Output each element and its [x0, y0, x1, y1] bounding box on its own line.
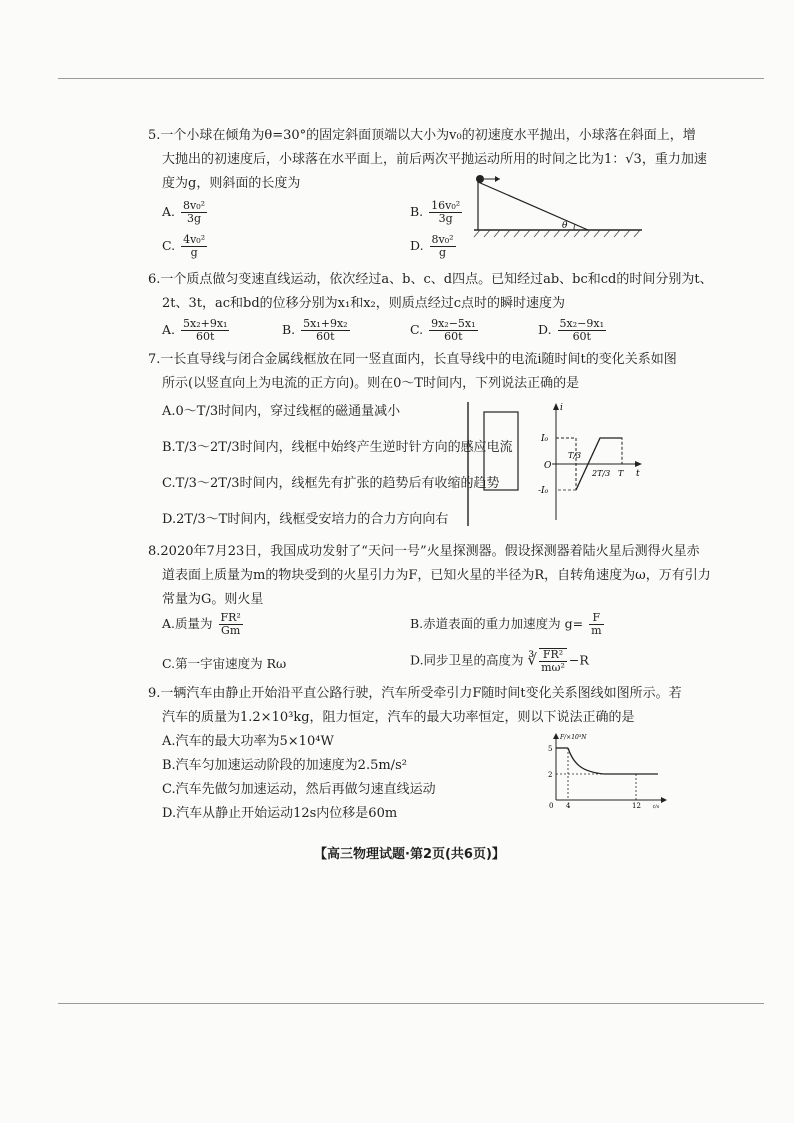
t4-label: 4	[566, 802, 571, 810]
q8-a-pre: A.质量为	[162, 616, 213, 631]
i0-label: I₀	[541, 434, 549, 444]
q5-c-num: 4v₀²	[183, 233, 206, 246]
q9-option-c[interactable]: C.汽车先做匀加速运动，然后再做匀速直线运动	[162, 782, 436, 797]
q7-line1: 7.一长直导线与闭合金属线框放在同一竖直面内，长直导线中的电流i随时间t的变化关系如图	[148, 352, 677, 367]
t-label: t	[636, 469, 640, 479]
q7-option-d[interactable]: D.2T/3～T时间内，线框受安培力的合力方向向右	[162, 512, 449, 527]
q6-line2: 2t、3t，ac和bd的位移分别为x₁和x₂，则质点经过c点时的瞬时速度为	[162, 296, 566, 311]
q8-line1: 8.2020年7月23日，我国成功发射了“天问一号”火星探测器。假设探测器着陆火星后测得火星赤	[148, 544, 700, 559]
t-axis-arrow	[635, 461, 642, 467]
q5-b-den: 3g	[438, 212, 453, 225]
theta-label: θ	[562, 221, 568, 231]
q5-d-num: 8v₀²	[431, 233, 454, 246]
angle-arc	[574, 224, 575, 230]
q6-d-label: D.	[538, 322, 552, 337]
velocity-arrowhead	[495, 176, 500, 182]
t3-label: T/3	[568, 451, 582, 460]
q9-option-d[interactable]: D.汽车从静止开始运动12s内位移是60m	[162, 806, 398, 821]
q6-option-d[interactable]	[538, 318, 608, 343]
time-axis-label: t/s	[653, 804, 660, 810]
cube-root-sign: ∛	[527, 650, 538, 669]
q8-a-den: Gm	[221, 624, 241, 637]
q7-line2: 所示(以竖直向上为电流的正方向)。则在0～T时间内，下列说法正确的是	[162, 376, 580, 391]
f2-label: 2	[548, 771, 553, 779]
q5-c-label: C.	[162, 238, 176, 253]
q5-line2: 大抛出的初速度后，小球落在水平面上，前后两次平抛运动所用的时间之比为1：√3，重力加速	[162, 152, 707, 167]
ball	[476, 175, 484, 183]
time-axis-arrow	[661, 797, 667, 803]
q7-option-b[interactable]: B.T/3～2T/3时间内，线框中始终产生逆时针方向的感应电流	[162, 440, 513, 455]
q6-option-b[interactable]	[282, 318, 352, 343]
i-axis-arrow	[553, 403, 559, 410]
origin-label: O	[544, 461, 552, 471]
bottom-rule	[58, 1003, 764, 1004]
ground-hatching	[474, 230, 640, 237]
q5-d-den: g	[439, 246, 447, 259]
q7-option-c[interactable]: C.T/3～2T/3时间内，线框先有扩张的趋势后有收缩的趋势	[162, 476, 500, 491]
force-decay-curve	[568, 748, 636, 774]
q6-b-num: 5x₁+9x₂	[303, 317, 348, 330]
q9-line2: 汽车的质量为1.2×10³kg，阻力恒定，汽车的最大功率恒定，则以下说法正确的是	[162, 710, 635, 725]
q6-d-den: 60t	[572, 330, 591, 343]
neg-i0-label: -I₀	[538, 486, 549, 496]
f-axis-label: F/×10³N	[560, 734, 587, 741]
current-figure	[460, 400, 650, 530]
q5-option-a[interactable]	[162, 200, 209, 225]
q6-b-label: B.	[282, 322, 296, 337]
q6-a-num: 5x₂+9x₁	[183, 317, 228, 330]
q8-option-a[interactable]	[162, 612, 245, 637]
T-label: T	[618, 469, 624, 478]
i-label: i	[560, 403, 563, 413]
q8-option-d[interactable]	[410, 648, 589, 674]
q7-option-a[interactable]: A.0～T/3时间内，穿过线框的磁通量减小	[162, 404, 401, 419]
q8-a-num: FR²	[220, 611, 241, 624]
incline-slope	[478, 182, 588, 230]
2t3-label: 2T/3	[592, 469, 611, 478]
q6-c-num: 9x₂−5x₁	[431, 317, 476, 330]
metal-frame	[484, 412, 518, 490]
q8-b-pre: B.赤道表面的重力加速度为 g=	[410, 616, 584, 631]
q8-d-pre: D.同步卫星的高度为	[410, 652, 524, 668]
q8-line2: 道表面上质量为m的物块受到的火星引力为F，已知火星的半径为R，自转角速度为ω，万有引力	[162, 568, 711, 583]
q9-option-b[interactable]: B.汽车匀加速运动阶段的加速度为2.5m/s²	[162, 758, 407, 773]
q8-d-num: FR²	[539, 649, 567, 662]
q6-option-a[interactable]	[162, 318, 231, 343]
q5-option-b[interactable]	[410, 200, 464, 225]
q6-d-num: 5x₂−9x₁	[559, 317, 604, 330]
q6-option-c[interactable]	[410, 318, 480, 343]
q6-c-label: C.	[410, 322, 424, 337]
page-footer: 【高三物理试题·第2页(共6页)】	[314, 847, 505, 862]
q6-line1: 6.一个质点做匀变速直线运动，依次经过a、b、c、d四点。已知经过ab、bc和cd的时间分别为t、	[148, 272, 713, 287]
q8-option-c[interactable]: C.第一宇宙速度为 Rω	[162, 656, 287, 671]
q8-line3: 常量为G。则火星	[162, 592, 264, 607]
q5-c-den: g	[190, 246, 198, 259]
q8-b-num: F	[589, 612, 603, 625]
q5-a-label: A.	[162, 204, 176, 219]
q5-option-d[interactable]	[410, 234, 458, 259]
q5-option-c[interactable]	[162, 234, 209, 259]
q5-b-num: 16v₀²	[431, 199, 461, 212]
incline-figure	[470, 170, 645, 242]
q5-d-label: D.	[410, 238, 424, 253]
q5-line1: 5.一个小球在倾角为θ=30°的固定斜面顶端以大小为v₀的初速度水平抛出，小球落在斜面上，增	[148, 128, 696, 143]
q6-b-den: 60t	[316, 330, 335, 343]
f-axis-arrow	[553, 733, 559, 739]
origin-0-label: 0	[549, 802, 554, 810]
f5-label: 5	[548, 745, 553, 753]
t12-label: 12	[632, 802, 641, 810]
q6-a-label: A.	[162, 322, 176, 337]
q5-line3: 度为g，则斜面的长度为	[162, 176, 301, 191]
q9-option-a[interactable]: A.汽车的最大功率为5×10⁴W	[162, 734, 334, 749]
top-rule	[58, 78, 764, 79]
q8-option-b[interactable]	[410, 612, 606, 637]
q8-d-den: mω²	[541, 661, 565, 674]
q8-b-den: m	[591, 624, 602, 637]
q9-line1: 9.一辆汽车由静止开始沿平直公路行驶，汽车所受牵引力F随时间t变化关系图线如图所示。若	[148, 686, 682, 701]
force-time-figure	[540, 730, 670, 810]
q6-a-den: 60t	[196, 330, 215, 343]
q6-c-den: 60t	[444, 330, 463, 343]
q8-d-post: −R	[568, 652, 589, 668]
q5-a-den: 3g	[187, 212, 202, 225]
q5-a-num: 8v₀²	[183, 199, 206, 212]
q5-b-label: B.	[410, 204, 424, 219]
